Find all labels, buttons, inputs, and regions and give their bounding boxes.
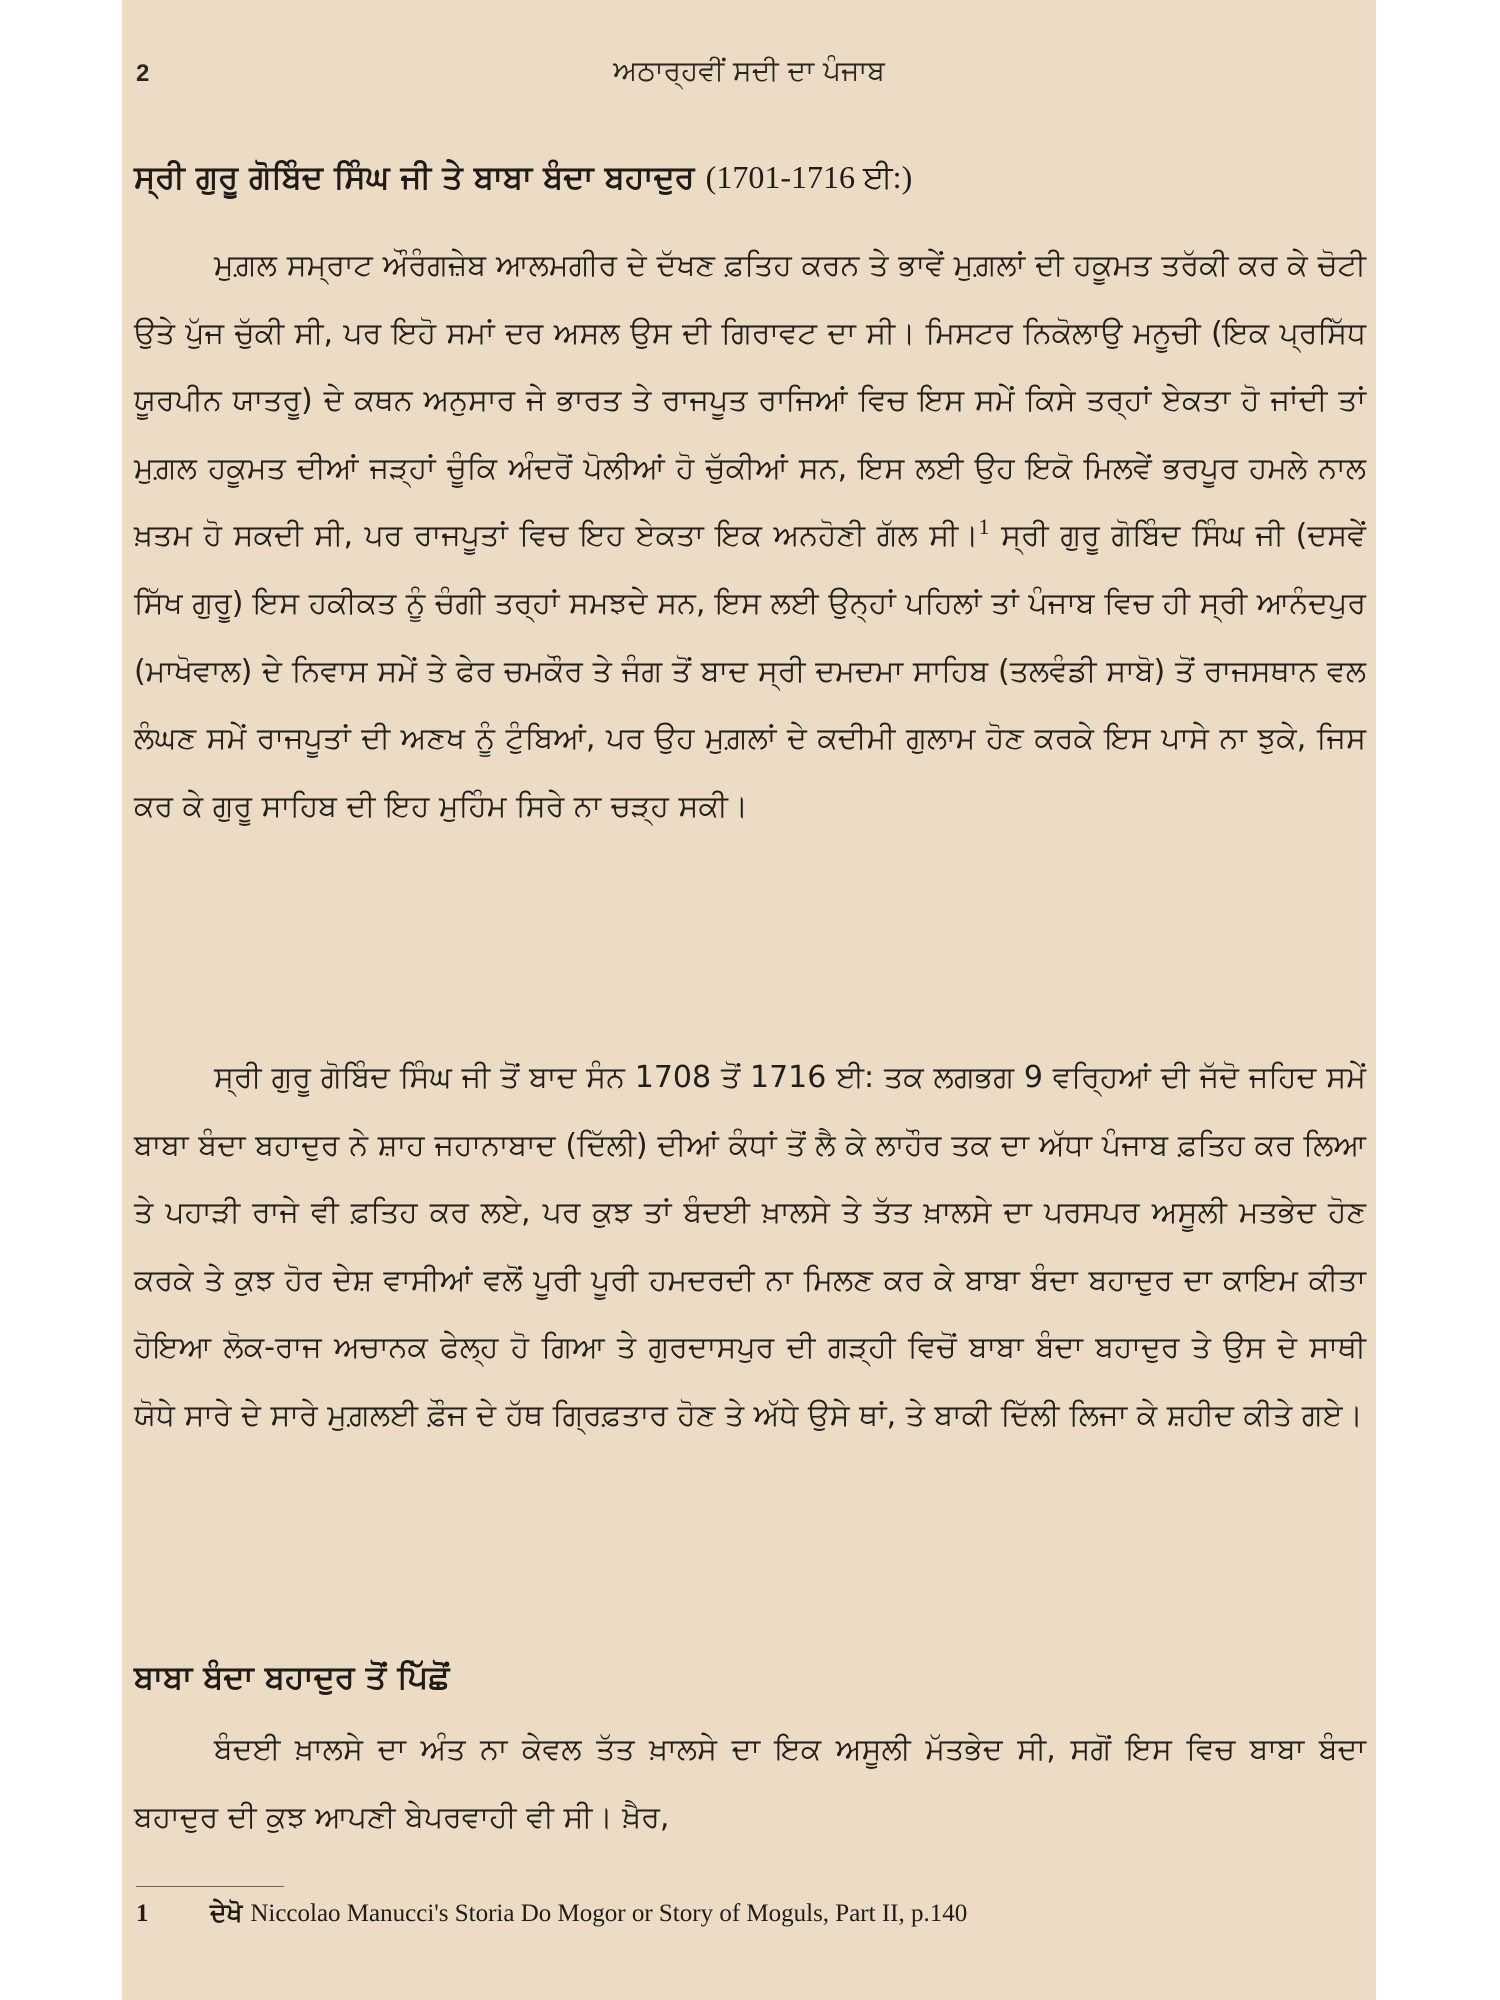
footnote-marker: 1 (978, 514, 990, 540)
page-number: 2 (136, 60, 150, 87)
paragraph-1-text-a: ਮੁਗ਼ਲ ਸਮ੍ਰਾਟ ਔਰੰਗਜ਼ੇਬ ਆਲਮਗੀਰ ਦੇ ਦੱਖਣ ਫ਼ਤਿਹ ਕਰਨ ਤੇ ਭਾਵੇਂ ਮੁਗ਼ਲਾਂ ਦੀ ਹਕੂਮਤ ਤਰੱਕੀ ਕਰ ਕੇ ਚੋਟੀ ਉਤੇ ਪੁੱਜ ਚੁੱਕੀ ਸੀ, ਪਰ ਇਹੋ ਸਮਾਂ ਦਰ ਅਸਲ ਉਸ ਦੀ ਗਿਰਾਵਟ ਦਾ ਸੀ। ਮਿਸਟਰ ਨਿਕੋਲਾਉ ਮਨੂਚੀ (ਇਕ ਪ੍ਰਸਿੱਧ ਯੂਰਪੀਨ ਯਾਤਰੂ) ਦੇ ਕਥਨ ਅਨੁਸਾਰ ਜੇ ਭਾਰਤ ਤੇ ਰਾਜਪੂਤ ਰਾਜਿਆਂ ਵਿਚ ਇਸ ਸਮੇਂ ਕਿਸੇ ਤਰ੍ਹਾਂ ਏਕਤਾ ਹੋ ਜਾਂਦੀ ਤਾਂ ਮੁਗ਼ਲ ਹਕੂਮਤ ਦੀਆਂ ਜੜ੍ਹਾਂ ਚੂੰਕਿ ਅੰਦਰੋਂ ਪੋਲੀਆਂ ਹੋ ਚੁੱਕੀਆਂ ਸਨ, ਇਸ ਲਈ ਉਹ ਇਕੋ ਮਿਲਵੇਂ ਭਰਪੂਰ ਹਮਲੇ ਨਾਲ ਖ਼ਤਮ ਹੋ ਸਕਦੀ ਸੀ, ਪਰ ਰਾਜਪੂਤਾਂ ਵਿਚ ਇਹ ਏਕਤਾ ਇਕ ਅਨਹੋਣੀ ਗੱਲ ਸੀ। (134, 248, 1366, 554)
paragraph-1 (134, 232, 1366, 840)
footnote-ref: ਦੇਖੋ (209, 1898, 243, 1927)
footnote-divider (136, 1886, 284, 1887)
paragraph-3: ਬੰਦਈ ਖ਼ਾਲਸੇ ਦਾ ਅੰਤ ਨਾ ਕੇਵਲ ਤੱਤ ਖ਼ਾਲਸੇ ਦਾ ਇਕ ਅਸੂਲੀ ਮੱਤਭੇਦ ਸੀ, ਸਗੋਂ ਇਸ ਵਿਚ ਬਾਬਾ ਬੰਦਾ ਬਹਾਦੁਰ ਦੀ ਕੁਝ ਆਪਣੀ ਬੇਪਰਵਾਹੀ ਵੀ ਸੀ। ਖ਼ੈਰ, (134, 1732, 1366, 1835)
footnote (136, 1898, 1366, 1928)
section-heading-1-years: (1701-1716 ਈ:) (705, 159, 913, 195)
section-heading-1-title: ਸ੍ਰੀ ਗੁਰੂ ਗੋਬਿੰਦ ਸਿੰਘ ਜੀ ਤੇ ਬਾਬਾ ਬੰਦਾ ਬਹਾਦੁਰ (134, 158, 695, 196)
running-head: ਅਠਾਰ੍ਹਵੀਂ ਸਦੀ ਦਾ ਪੰਜਾਬ (613, 54, 885, 87)
footnote-text: Niccolao Manucci's Storia Do Mogor or Story of Moguls, Part II, p.140 (250, 1900, 968, 1927)
section-heading-2: ਬਾਬਾ ਬੰਦਾ ਬਹਾਦੁਰ ਤੋਂ ਪਿੱਛੋਂ (134, 1658, 450, 1696)
section-heading-1 (134, 158, 1364, 197)
footnote-number: 1 (136, 1900, 149, 1927)
paragraph-2: ਸ੍ਰੀ ਗੁਰੂ ਗੋਬਿੰਦ ਸਿੰਘ ਜੀ ਤੋਂ ਬਾਦ ਸੰਨ 1708 ਤੋਂ 1716 ਈ: ਤਕ ਲਗਭਗ 9 ਵਰ੍ਹਿਆਂ ਦੀ ਜੱਦੋ ਜਹਿਦ ਸਮੇਂ ਬਾਬਾ ਬੰਦਾ ਬਹਾਦੁਰ ਨੇ ਸ਼ਾਹ ਜਹਾਨਾਬਾਦ (ਦਿੱਲੀ) ਦੀਆਂ ਕੰਧਾਂ ਤੋਂ ਲੈ ਕੇ ਲਾਹੌਰ ਤਕ ਦਾ ਅੱਧਾ ਪੰਜਾਬ ਫ਼ਤਿਹ ਕਰ ਲਿਆ ਤੇ ਪਹਾੜੀ ਰਾਜੇ ਵੀ ਫ਼ਤਿਹ ਕਰ ਲਏ, ਪਰ ਕੁਝ ਤਾਂ ਬੰਦਈ ਖ਼ਾਲਸੇ ਤੇ ਤੱਤ ਖ਼ਾਲਸੇ ਦਾ ਪਰਸਪਰ ਅਸੂਲੀ ਮਤਭੇਦ ਹੋਣ ਕਰਕੇ ਤੇ ਕੁਝ ਹੋਰ ਦੇਸ਼ ਵਾਸੀਆਂ ਵਲੋਂ ਪੂਰੀ ਪੂਰੀ ਹਮਦਰਦੀ ਨਾ ਮਿਲਣ ਕਰ ਕੇ ਬਾਬਾ ਬੰਦਾ ਬਹਾਦੁਰ ਦਾ ਕਾਇਮ ਕੀਤਾ ਹੋਇਆ ਲੋਕ-ਰਾਜ ਅਚਾਨਕ ਫੇਲ੍ਹ ਹੋ ਗਿਆ ਤੇ ਗੁਰਦਾਸਪੁਰ ਦੀ ਗੜ੍ਹੀ ਵਿਚੋਂ ਬਾਬਾ ਬੰਦਾ ਬਹਾਦੁਰ ਤੇ ਉਸ ਦੇ ਸਾਥੀ ਯੋਧੇ ਸਾਰੇ ਦੇ ਸਾਰੇ ਮੁਗ਼ਲਈ ਫ਼ੌਜ ਦੇ ਹੱਥ ਗ੍ਰਿਫ਼ਤਾਰ ਹੋਣ ਤੇ ਅੱਧੇ ਉਸੇ ਥਾਂ, ਤੇ ਬਾਕੀ ਦਿੱਲੀ ਲਿਜਾ ਕੇ ਸ਼ਹੀਦ ਕੀਤੇ ਗਏ। (134, 1060, 1366, 1433)
paragraph-1-text-b: ਸ੍ਰੀ ਗੁਰੂ ਗੋਬਿੰਦ ਸਿੰਘ ਜੀ (ਦਸਵੇਂ ਸਿੱਖ ਗੁਰੂ) ਇਸ ਹਕੀਕਤ ਨੂੰ ਚੰਗੀ ਤਰ੍ਹਾਂ ਸਮਝਦੇ ਸਨ, ਇਸ ਲਈ ਉਨ੍ਹਾਂ ਪਹਿਲਾਂ ਤਾਂ ਪੰਜਾਬ ਵਿਚ ਹੀ ਸ੍ਰੀ ਆਨੰਦਪੁਰ (ਮਾਖੋਵਾਲ) ਦੇ ਨਿਵਾਸ ਸਮੇਂ ਤੇ ਫੇਰ ਚਮਕੌਰ ਤੇ ਜੰਗ ਤੋਂ ਬਾਦ ਸ੍ਰੀ ਦਮਦਮਾ ਸਾਹਿਬ (ਤਲਵੰਡੀ ਸਾਬੋ) ਤੋਂ ਰਾਜਸਥਾਨ ਵਲ ਲੰਘਣ ਸਮੇਂ ਰਾਜਪੂਤਾਂ ਦੀ ਅਣਖ ਨੂੰ ਟੁੰਬਿਆਂ, ਪਰ ਉਹ ਮੁਗ਼ਲਾਂ ਦੇ ਕਦੀਮੀ ਗੁਲਾਮ ਹੋਣ ਕਰਕੇ ਇਸ ਪਾਸੇ ਨਾ ਝੁਕੇ, ਜਿਸ ਕਰ ਕੇ ਗੁਰੂ ਸਾਹਿਬ ਦੀ ਇਹ ਮੁਹਿੰਮ ਸਿਰੇ ਨਾ ਚੜ੍ਹ ਸਕੀ। (134, 518, 1366, 824)
book-page (122, 0, 1376, 2000)
